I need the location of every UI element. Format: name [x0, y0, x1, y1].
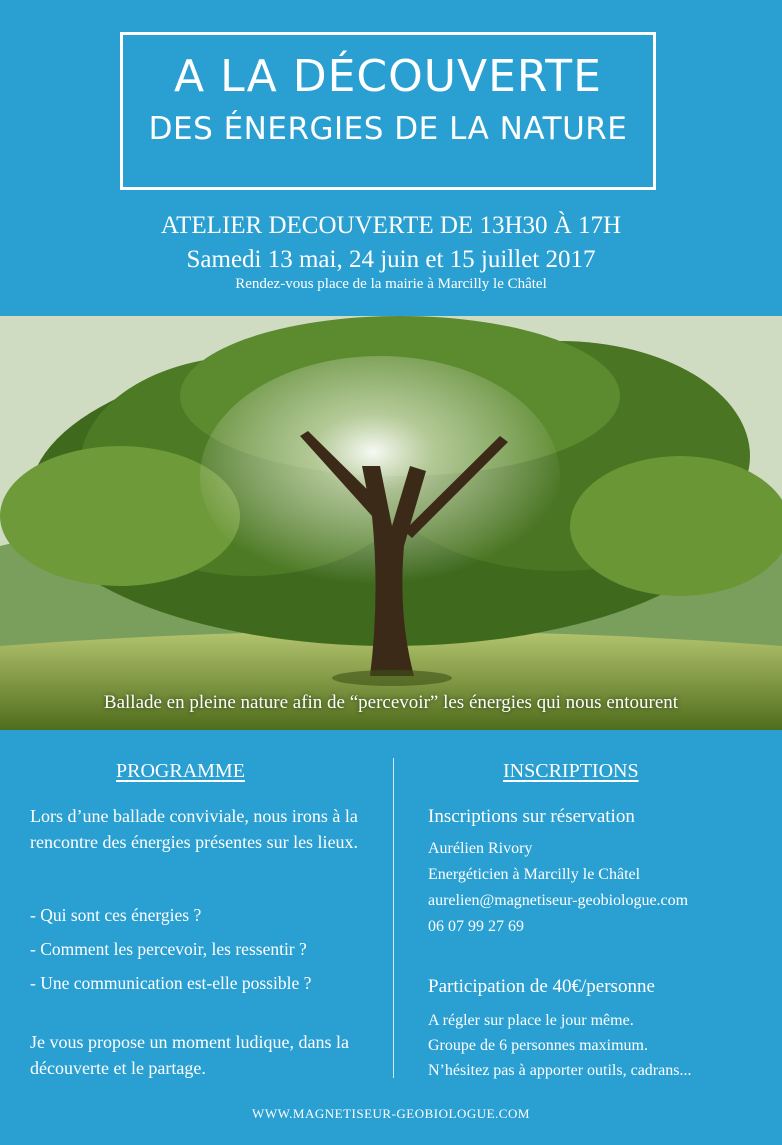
title-frame [120, 32, 656, 190]
programme-intro: Lors d’une ballade conviviale, nous irons à la rencontre des énergies présentes sur les lieux. [30, 806, 359, 852]
programme-heading: PROGRAMME [116, 760, 245, 782]
programme-list [30, 905, 311, 1007]
column-divider [393, 758, 394, 1078]
inscription-note: N’hésitez pas à apporter outils, cadrans... [428, 1062, 692, 1079]
inscriptions-subheading: Inscriptions sur réservation [428, 806, 635, 827]
inscription-note: A régler sur place le jour même. [428, 1012, 634, 1029]
programme-outro: Je vous propose un moment ludique, dans la découverte et le partage. [30, 1032, 349, 1078]
price-heading: Participation de 40€/personne [428, 976, 655, 997]
contact-role: Energéticien à Marcilly le Châtel [428, 866, 641, 883]
atelier-hours: ATELIER DECOUVERTE DE 13H30 À 17H [160, 212, 622, 239]
meeting-place: Rendez-vous place de la mairie à Marcilly le Châtel [235, 276, 547, 292]
tree-in-sunlight-photo [0, 316, 782, 730]
tree-illustration [0, 316, 782, 730]
contact-phone[interactable]: 06 07 99 27 69 [428, 918, 524, 935]
contact-name: Aurélien Rivory [428, 840, 533, 857]
event-dates: Samedi 13 mai, 24 juin et 15 juillet 2017 [186, 246, 596, 273]
contact-email[interactable]: aurelien@magnetiseur-geobiologue.com [428, 892, 689, 909]
inscription-note: Groupe de 6 personnes maximum. [428, 1037, 648, 1054]
title-line-2: DES ÉNERGIES DE LA NATURE [148, 111, 628, 147]
title-line-1: A LA DÉCOUVERTE [174, 51, 602, 102]
photo-caption: Ballade en pleine nature afin de “percevoir” les énergies qui nous entourent [103, 692, 679, 713]
inscriptions-heading: INSCRIPTIONS [503, 760, 639, 782]
website-link[interactable]: WWW.MAGNETISEUR-GEOBIOLOGUE.COM [252, 1106, 530, 1121]
programme-item: - Comment les percevoir, les ressentir ? [30, 939, 307, 959]
programme-item: - Une communication est-elle possible ? [30, 973, 312, 993]
programme-item: - Qui sont ces énergies ? [30, 905, 202, 925]
